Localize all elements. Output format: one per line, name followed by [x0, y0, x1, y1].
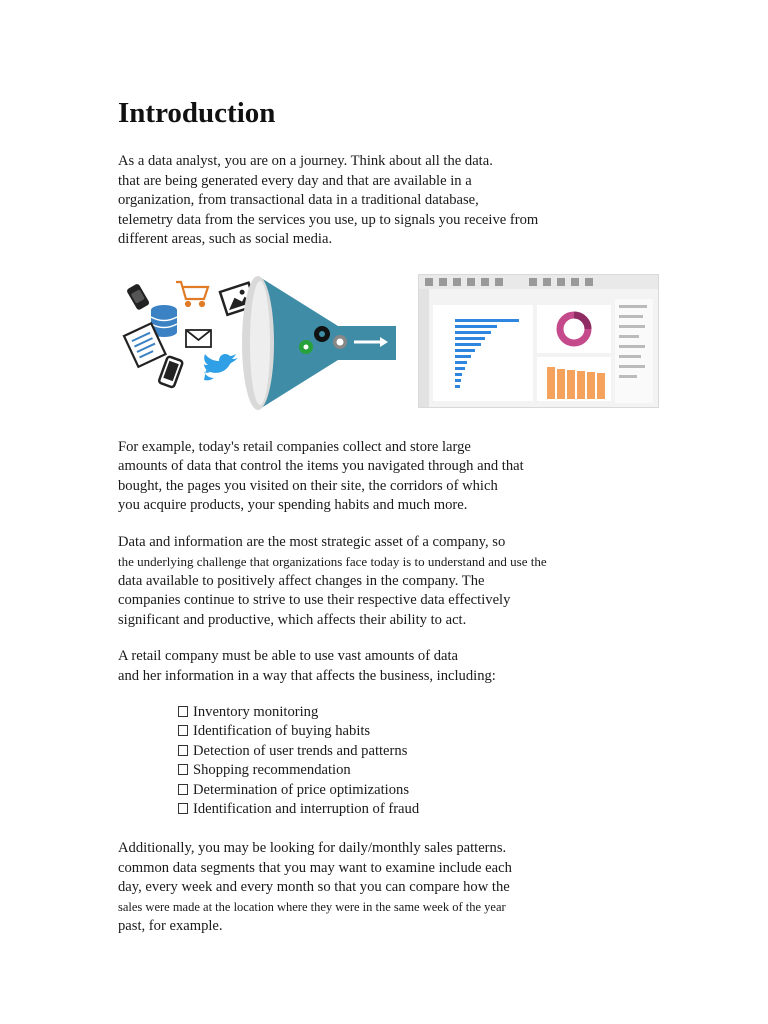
text-line: you acquire products, your spending habits and much more.	[118, 497, 468, 513]
text-line: amounts of data that control the items you navigated through and that	[118, 458, 524, 474]
text-line: organization, from transactional data in a traditional database,	[118, 192, 479, 208]
strategy-paragraph	[118, 533, 658, 631]
text-line: data available to positively affect changes in the company. The	[118, 572, 485, 589]
list-item: Shopping recommendation	[178, 761, 658, 780]
list-item: Detection of user trends and patterns	[178, 742, 658, 761]
smartwatch-icon	[126, 283, 150, 311]
intro-paragraph	[118, 152, 658, 250]
text-line: Data and information are the most strategic asset of a company, so	[118, 533, 506, 550]
retail-paragraph	[118, 647, 658, 686]
text-line: companies continue to strive to use their respective data effectively	[118, 592, 511, 608]
text-line: Additionally, you may be looking for daily/monthly sales patterns.	[118, 840, 507, 857]
twitter-icon	[204, 353, 238, 379]
list-item: Identification of buying habits	[178, 722, 658, 741]
text-line: sales were made at the location where they were in the same week of the year	[118, 899, 506, 914]
mail-icon	[186, 330, 211, 347]
text-line: common data segments that you may want to examine include each	[118, 859, 512, 876]
text-line: significant and productive, which affects their ability to act.	[118, 611, 467, 628]
list-item: Inventory monitoring	[178, 703, 658, 722]
text-line: For example, today's retail companies collect and store large	[118, 438, 471, 455]
checkbox-bullet-icon	[178, 803, 188, 814]
gear-icon	[314, 326, 330, 342]
patterns-paragraph	[118, 839, 658, 937]
page-title: Introduction	[118, 97, 276, 129]
list-item: Identification and interruption of fraud	[178, 800, 658, 819]
data-funnel-figure	[118, 272, 658, 414]
example-paragraph	[118, 438, 658, 516]
text-line: past, for example.	[118, 918, 223, 935]
text-line: day, every week and every month so that you can compare how the	[118, 879, 510, 896]
shopping-cart-icon	[176, 282, 208, 306]
text-line: that are being generated every day and that are available in a	[118, 172, 472, 189]
text-line: A retail company must be able to use vast amounts of data	[118, 648, 459, 664]
text-line: the underlying challenge that organizations face today is to understand and use the	[118, 554, 547, 569]
text-line: bought, the pages you visited on their site, the corridors of which	[118, 477, 498, 494]
document-page	[118, 96, 658, 937]
report-dashboard-screenshot	[418, 274, 659, 408]
checkbox-bullet-icon	[178, 745, 188, 756]
phone-icon	[158, 356, 183, 388]
funnel-illustration	[118, 272, 418, 414]
bullet-list	[118, 703, 658, 819]
checkbox-bullet-icon	[178, 784, 188, 795]
gear-icon-green	[299, 340, 313, 354]
text-line: As a data analyst, you are on a journey. Think about all the data.	[118, 153, 493, 169]
checkbox-bullet-icon	[178, 706, 188, 717]
text-line: different areas, such as social media.	[118, 231, 333, 247]
checkbox-bullet-icon	[178, 764, 188, 775]
gear-icon-gray	[333, 335, 347, 349]
text-line: and her information in a way that affects the business, including:	[118, 667, 496, 684]
text-line: telemetry data from the services you use, up to signals you receive from	[118, 211, 539, 228]
checkbox-bullet-icon	[178, 725, 188, 736]
list-item: Determination of price optimizations	[178, 781, 658, 800]
